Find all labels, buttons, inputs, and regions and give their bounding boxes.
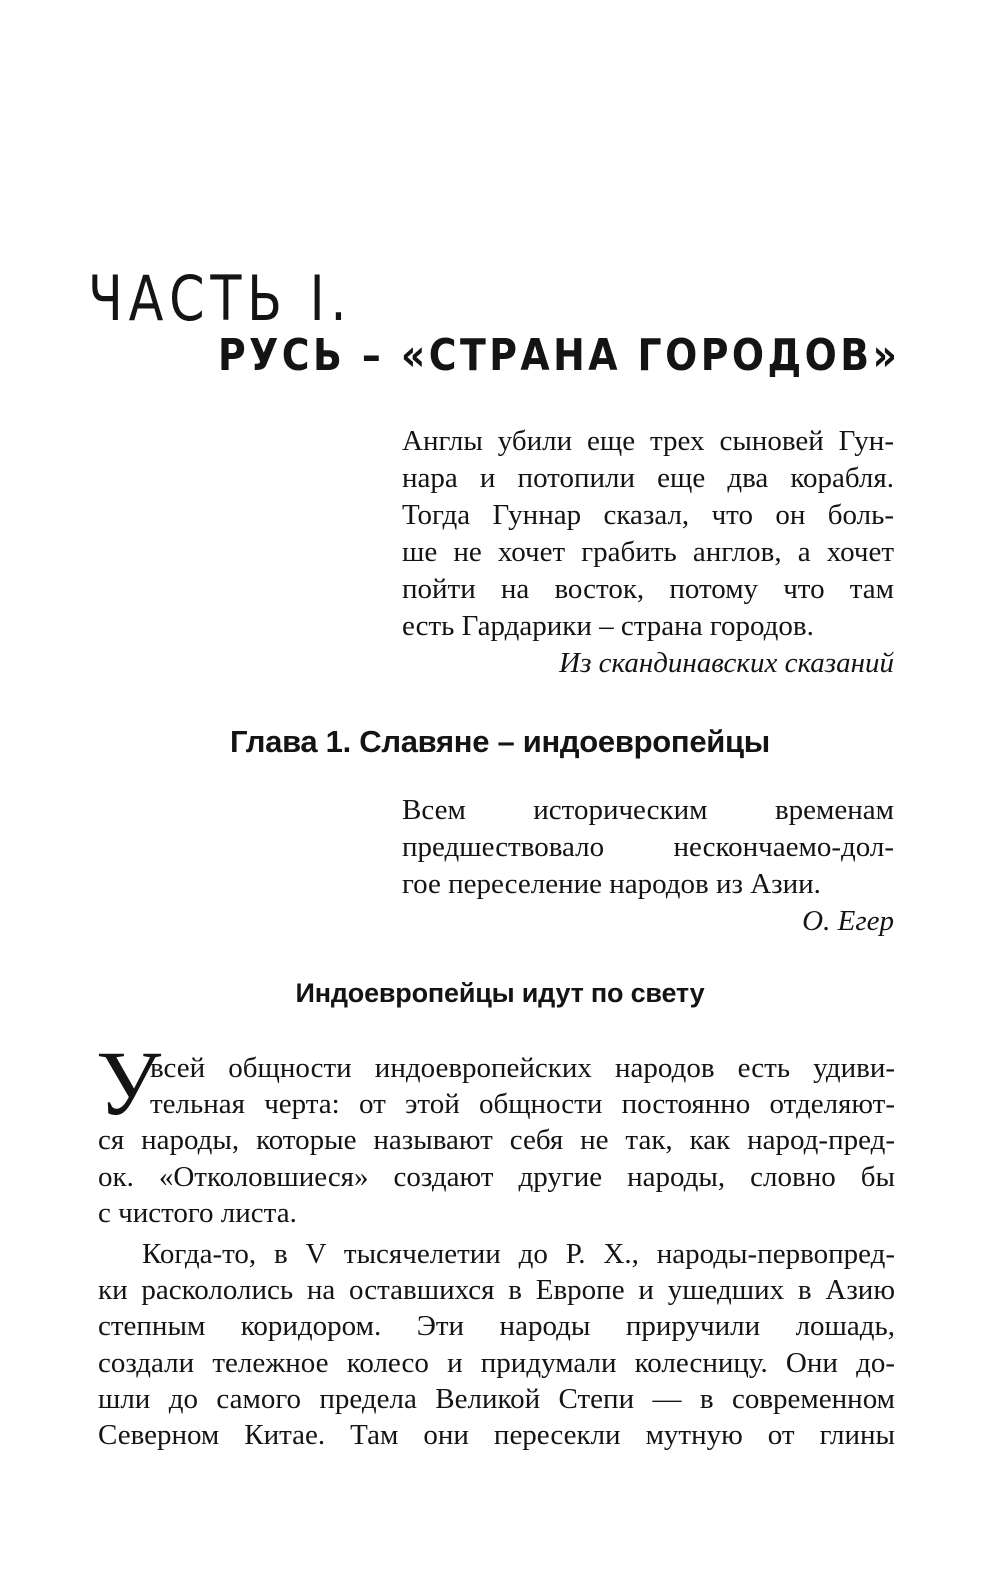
part-subtitle: РУСЬ – «СТРАНА ГОРОДОВ»: [218, 330, 901, 381]
epigraph-line: гое переселение народов из Азии.: [402, 868, 821, 900]
chapter-title: Глава 1. Славяне – индоевропейцы: [230, 724, 770, 759]
text-line: всей общности индоевропейских народов есть удиви-: [150, 1052, 895, 1084]
epigraph-source: О. Егер: [802, 905, 894, 937]
text-line: степным коридором. Эти народы приручили лошадь,: [98, 1310, 895, 1343]
body-paragraph-1: [98, 1050, 895, 1231]
text-line: создали тележное колесо и придумали колесницу. Они до-: [98, 1346, 895, 1379]
epigraph-scandinavian: [402, 423, 894, 682]
text-line: ся народы, которые называют себя не так, как народ-пред-: [98, 1124, 895, 1157]
text-line: шли до самого предела Великой Степи — в современном: [98, 1382, 895, 1415]
text-line: с чистого листа.: [98, 1196, 297, 1229]
text-line: Северном Китае. Там они пересекли мутную от глины: [98, 1418, 895, 1451]
epigraph-eger: [402, 792, 894, 940]
part-title: ЧАСТЬ I.: [88, 262, 353, 335]
text-line: ки раскололись на оставшихся в Европе и ушедших в Азию: [98, 1274, 895, 1307]
epigraph-line: Англы убили еще трех сыновей Гун-: [402, 425, 894, 457]
text-line: тельная черта: от этой общности постоянно отделяют-: [150, 1088, 895, 1121]
epigraph-line: есть Гардарики – страна городов.: [402, 610, 814, 642]
section-title: Индоевропейцы идут по свету: [295, 978, 705, 1008]
text-line: ок. «Отколовшиеся» создают другие народы, словно бы: [98, 1160, 895, 1193]
text-line: Когда-то, в V тысячелетии до Р. Х., народы-первопред-: [142, 1238, 895, 1270]
epigraph-line: ше не хочет грабить англов, а хочет: [402, 536, 894, 568]
epigraph-line: Тогда Гуннар сказал, что он боль-: [402, 499, 894, 531]
epigraph-line: Всем историческим временам: [402, 794, 894, 826]
epigraph-source: Из скандинавских сказаний: [559, 647, 894, 679]
epigraph-line: нара и потопили еще два корабля.: [402, 462, 894, 494]
epigraph-line: предшествовало нескончаемо-дол-: [402, 831, 894, 863]
body-paragraph-2: [98, 1236, 895, 1453]
drop-cap-letter: У: [96, 1032, 162, 1134]
epigraph-line: пойти на восток, потому что там: [402, 573, 894, 605]
